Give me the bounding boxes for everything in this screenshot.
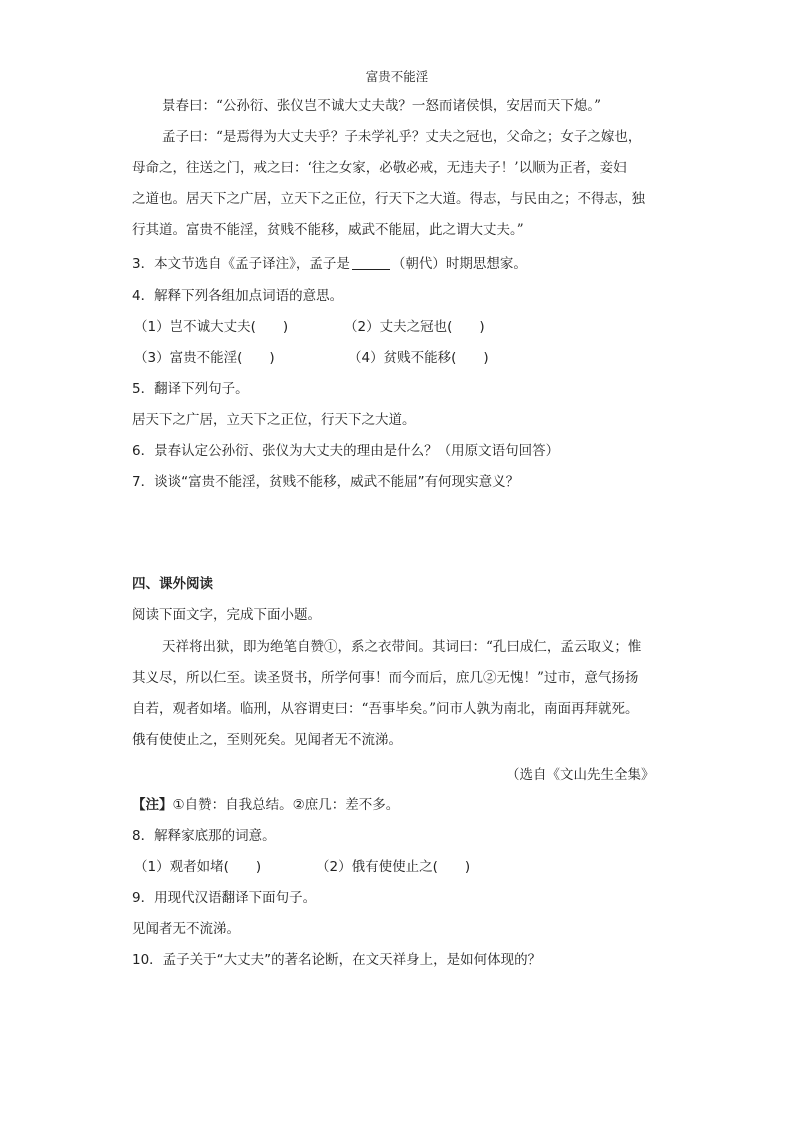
question-8-item-1: （1）观者如堵( ) [134, 859, 262, 875]
question-3 [132, 254, 527, 274]
passage-line: 母命之，往送之门，戒之曰：‘往之女家，必敬必戒，无违夫子！’以顺为正者，妾妇 [132, 160, 627, 176]
passage-line: 行其道。富贵不能淫，贫贱不能移，威武不能屈，此之谓大丈夫。” [132, 222, 524, 238]
question-8-item-2: （2）俄有使使止之( ) [316, 859, 471, 875]
section-heading: 四、课外阅读 [132, 576, 213, 592]
passage2-line: 天祥将出狱，即为绝笔自赞①，系之衣带间。其词曰：“孔曰成仁，孟云取义；惟 [162, 639, 642, 655]
question-8-stem: 8．解释家底那的词意。 [132, 828, 276, 844]
question-4-item-4: （4）贫贱不能移( ) [348, 350, 489, 366]
footnote-text: ①自赞：自我总结。②庶几：差不多。 [172, 797, 400, 813]
passage-line: 景春曰：“公孙衍、张仪岂不诚大丈夫哉？一怒而诸侯惧，安居而天下熄。” [162, 98, 602, 114]
question-3-after: （朝代）时期思想家。 [391, 256, 527, 272]
question-4-item-2: （2）丈夫之冠也( ) [344, 319, 485, 335]
question-5-stem: 5．翻译下列句子。 [132, 381, 249, 397]
passage-line: 之道也。居天下之广居，立天下之正位，行天下之大道。得志，与民由之；不得志，独 [132, 191, 645, 207]
question-10-stem: 10．孟子关于“大丈夫”的著名论断，在文天祥身上，是如何体现的？ [132, 952, 542, 968]
reading-instruction: 阅读下面文字，完成下面小题。 [132, 607, 321, 623]
answer-blank[interactable] [352, 255, 390, 270]
question-7-stem: 7．谈谈“富贵不能淫，贫贱不能移，威武不能屈”有何现实意义？ [132, 474, 520, 490]
passage-source: （选自《文山先生全集》 [506, 767, 655, 783]
passage2-line: 自若，观者如堵。临刑，从容谓吏曰：“吾事毕矣。”问市人孰为南北，南面再拜就死。 [132, 701, 639, 717]
question-9-stem: 9．用现代汉语翻译下面句子。 [132, 890, 317, 906]
question-9-sentence: 见闻者无不流涕。 [132, 921, 240, 937]
passage-title: 富贵不能淫 [365, 69, 429, 84]
question-6-stem: 6．景春认定公孙衍、张仪为大丈夫的理由是什么？（用原文语句回答） [132, 443, 560, 459]
footnote-label: 【注】 [132, 797, 173, 813]
passage2-line: 俄有使使止之，至则死矣。见闻者无不流涕。 [132, 732, 402, 748]
question-4-item-1: （1）岂不诚大丈夫( ) [134, 319, 289, 335]
passage2-line: 其义尽，所以仁至。读圣贤书，所学何事！而今而后，庶几②无愧！”过市，意气扬扬 [132, 670, 639, 686]
question-3-before: 3．本文节选自《孟子译注》，孟子是 [132, 256, 350, 272]
question-5-sentence: 居天下之广居，立天下之正位，行天下之大道。 [132, 412, 416, 428]
question-4-item-3: （3）富贵不能淫( ) [134, 350, 275, 366]
footnote [132, 795, 399, 815]
question-4-stem: 4．解释下列各组加点词语的意思。 [132, 288, 344, 304]
passage-line: 孟子曰：“是焉得为大丈夫乎？子未学礼乎？丈夫之冠也，父命之；女子之嫁也， [162, 129, 642, 145]
